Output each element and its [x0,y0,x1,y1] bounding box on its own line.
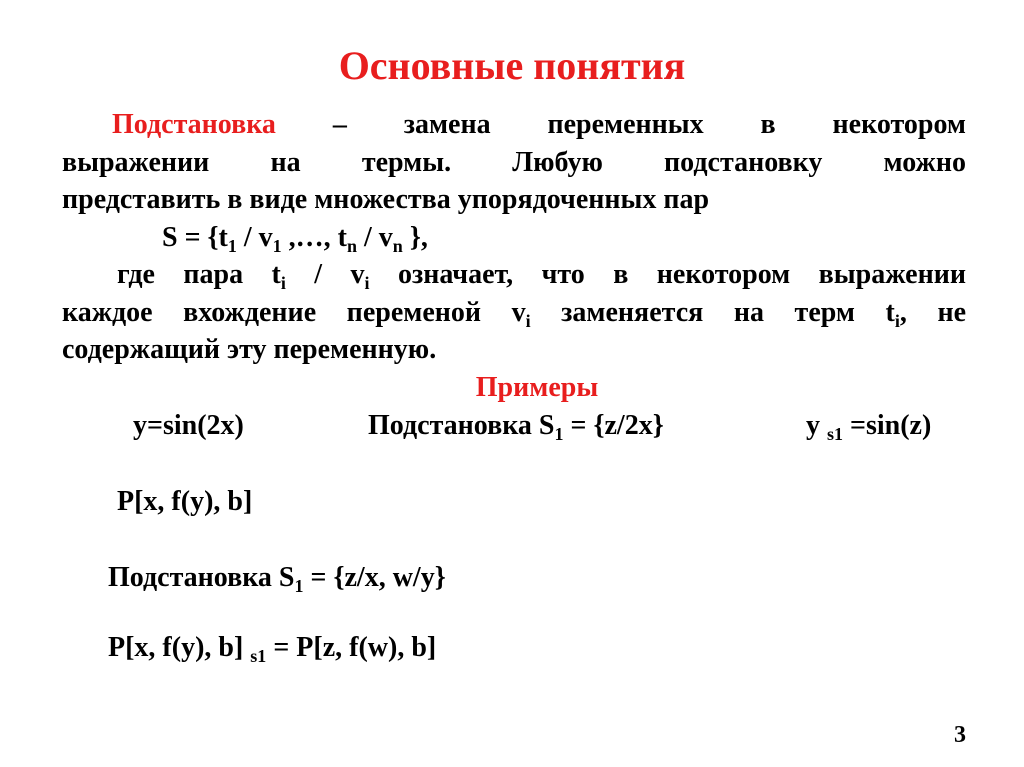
explanation-subscript: i [894,310,900,331]
explanation-line-1 [62,256,966,294]
formula-part: S = {t [162,221,228,253]
explanation-subscript: i [280,273,286,293]
formula-part: ,…, t [281,221,347,253]
definition-line-1 [62,106,966,144]
formula-part: / v [236,221,273,253]
explanation-subscript: i [364,273,370,293]
substitution-subscript: 1 [294,576,304,596]
definition-line-3: представить в виде множества упорядоченных пар [62,184,710,215]
explanation-text: / v [285,259,365,290]
substitution-text: = {z/x, w/y} [303,562,446,593]
explanation-line-2 [62,294,966,332]
explanation-text: , не [899,296,967,328]
definition-paragraph [62,106,966,369]
result-text: =sin(z) [843,410,932,441]
result-subscript: s1 [827,424,844,444]
formula-subscript: n [347,235,358,256]
formula-part: }, [402,221,428,253]
formula-subscript: 1 [227,235,237,256]
examples-heading: Примеры [475,372,599,403]
substitution-text: = {z/2x} [563,410,664,441]
example-2-expression: P[x, f(y), b] [117,486,253,517]
example-2-result [108,632,436,664]
explanation-text: каждое вхождение переменой v [62,296,526,328]
substitution-text: Подстановка S [368,410,555,441]
result-subscript: s1 [250,646,267,666]
example-1-expression: y=sin(2x) [133,410,244,441]
substitution-text: Подстановка S [108,562,295,593]
page-number: 3 [954,722,966,748]
formula-part: / v [357,221,393,253]
result-text: y [806,410,827,441]
example-1-result [806,410,931,442]
explanation-subscript: i [525,310,531,331]
formula-subscript: n [392,235,403,256]
definition-line-2: выражении на термы. Любую подстановку можно [62,146,966,178]
term-substitution: Подстановка [112,109,276,140]
example-2-substitution [108,562,446,594]
substitution-formula [62,219,966,257]
definition-line-1-text: – замена переменных в некотором [275,109,966,140]
substitution-subscript: 1 [554,424,564,444]
example-1-substitution [368,410,664,442]
explanation-line-3: содержащий эту переменную. [62,334,437,365]
explanation-text: где пара t [117,259,281,290]
formula-subscript: 1 [272,235,282,256]
result-text: P[x, f(y), b] [108,632,251,663]
explanation-text: означает, что в некотором выражении [369,259,966,290]
slide-title: Основные понятия [338,43,686,88]
explanation-text: заменяется на терм t [530,296,895,328]
result-text: = P[z, f(w), b] [266,632,437,663]
